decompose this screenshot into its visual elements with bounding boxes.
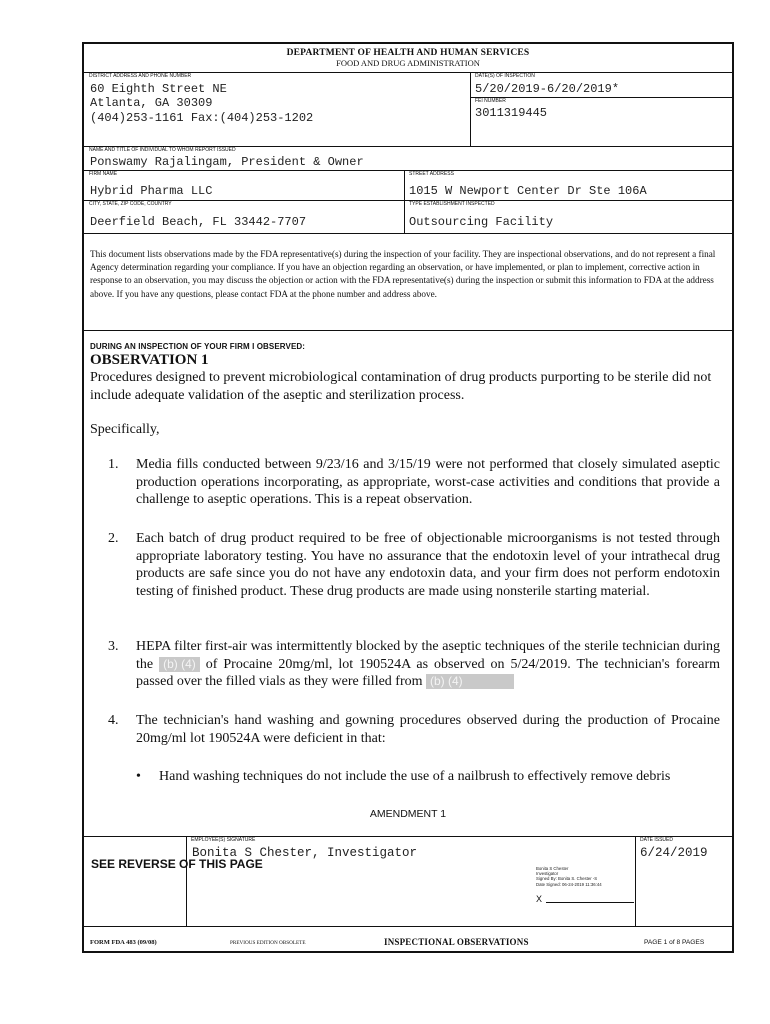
district-line-1: 60 Eighth Street NE: [90, 82, 227, 96]
district-line-3: (404)253-1161 Fax:(404)253-1202: [90, 111, 314, 125]
amendment-label: AMENDMENT 1: [369, 808, 447, 820]
notice-top-border: [84, 233, 732, 234]
signature-line: [546, 902, 634, 903]
notice-paragraph: This document lists observations made by the FDA representative(s) during the inspection of your facility. They are inspectional observations, and do not represent a final Agency determination regarding your compliance. If you have an objection regarding an observation, or have implemented, or plan to implement, corrective action in response to an observation, you may discuss the objection or action with the FDA representative(s) during the inspection or submit this information to FDA at the address above. If you have any questions, please contact FDA at the phone number and address above.: [90, 249, 716, 299]
firm-name-cell: [84, 170, 404, 200]
street-address-value: 1015 W Newport Center Dr Ste 106A: [409, 184, 647, 198]
date-issued-label: DATE ISSUED: [640, 837, 673, 843]
recipient-cell: [84, 146, 732, 170]
employee-signature-label: EMPLOYEE(S) SIGNATURE: [191, 837, 256, 843]
fei-cell: [470, 97, 732, 145]
form-number: FORM FDA 483 (09/08): [90, 939, 157, 946]
establishment-type-value: Outsourcing Facility: [409, 215, 554, 229]
footer-title: INSPECTIONAL OBSERVATIONS: [384, 937, 529, 947]
firm-column-divider: [404, 170, 405, 233]
observations-top-border: [84, 330, 732, 331]
establishment-type-label: TYPE ESTABLISHMENT INSPECTED: [409, 201, 495, 207]
bullet-text: Hand washing techniques do not include the use of a nailbrush to effectively remove debris: [159, 769, 671, 784]
item-number: 4.: [108, 713, 119, 728]
item-number: 3.: [108, 639, 119, 654]
firm-name-label: FIRM NAME: [89, 171, 118, 177]
date-issued-cell: [635, 836, 732, 926]
electronic-signature: [536, 866, 628, 887]
inspection-dates-value: 5/20/2019-6/20/2019*: [475, 82, 620, 96]
footer-top-border: [84, 926, 732, 927]
firm-name-value: Hybrid Pharma LLC: [90, 184, 213, 198]
city-cell: [84, 200, 404, 233]
employee-signature-value: Bonita S Chester, Investigator: [192, 846, 418, 860]
department-title: DEPARTMENT OF HEALTH AND HUMAN SERVICES: [286, 48, 530, 58]
fei-label: FEI NUMBER: [475, 98, 506, 104]
observation-section: [90, 342, 726, 439]
see-reverse-label: SEE REVERSE OF THIS PAGE: [91, 857, 263, 871]
observation-intro: Procedures designed to prevent microbiological contamination of drug products purporting to be sterile did not include adequate validation of the aseptic and sterilization process.: [90, 370, 712, 403]
item-text: Each batch of drug product required to be free of objectionable microorganisms is not tested through appropriate laboratory testing. You have no assurance that the endotoxin level of your intrathecal drug products are safe since you do not have any endotoxin data, and your firm does not perform endotoxin testing of finished product. These drug products are made using nonsterile starting material.: [136, 531, 720, 599]
esig-line: Date Signed: 06-24-2019 11:36:44: [536, 881, 602, 887]
city-label: CITY, STATE, ZIP CODE, COUNTRY: [89, 201, 172, 207]
date-issued-value: 6/24/2019: [640, 846, 708, 860]
item-number: 2.: [108, 531, 119, 546]
item-3-text-part-1: HEPA filter first-air was intermittently blocked by the aseptic techniques of the sterile technician during the: [136, 639, 720, 672]
specifically-label: Specifically,: [90, 422, 160, 437]
bullet-dot: •: [136, 769, 141, 784]
observation-title: OBSERVATION 1: [90, 352, 209, 368]
department-header: [84, 44, 732, 73]
item-number: 1.: [108, 457, 119, 472]
district-address-cell: [84, 72, 470, 146]
observation-item-4: [108, 712, 720, 747]
inspection-dates-cell: [470, 72, 732, 98]
edition-note: PREVIOUS EDITION OBSOLETE: [230, 940, 306, 946]
street-address-cell: [404, 170, 732, 200]
esig-line: Signed By: Bonita S. Chester -S: [536, 876, 598, 882]
page-number: PAGE 1 of 8 PAGES: [644, 939, 705, 946]
bullet-item: [136, 768, 726, 786]
redaction-box: (b) (4): [159, 657, 200, 672]
item-text: Media fills conducted between 9/23/16 and 3/15/19 were not performed that closely simulated aseptic production operations incorporating, as appropriate, worst-case activities and conditions that provide a challenge to aseptic operations. This is a repeat observation.: [136, 457, 720, 507]
signature-x-mark: X: [536, 894, 543, 904]
fei-value: 3011319445: [475, 106, 548, 120]
establishment-type-cell: [404, 200, 732, 233]
district-line-2: Atlanta, GA 30309: [90, 96, 213, 110]
redaction-box: (b) (4): [426, 674, 514, 689]
recipient-label: NAME AND TITLE OF INDIVIDUAL TO WHOM REPORT ISSUED: [89, 147, 236, 153]
esig-line: Bonita S Chester: [536, 866, 569, 871]
observation-item-1: [108, 456, 720, 509]
item-text: The technician's hand washing and gowning procedures observed during the production of Procaine 20mg/ml lot 190524A were deficient in that:: [136, 713, 720, 746]
city-value: Deerfield Beach, FL 33442-7707: [90, 215, 307, 229]
item-3-text-part-2: of Procaine 20mg/ml, lot 190524A as observed on 5/24/2019. The technician's forearm passed over the filled vials as they were filled from: [136, 656, 721, 689]
inspection-dates-label: DATE(S) OF INSPECTION: [475, 73, 535, 79]
street-address-label: STREET ADDRESS: [409, 171, 454, 177]
recipient-value: Ponswamy Rajalingam, President & Owner: [90, 155, 364, 169]
agency-title: FOOD AND DRUG ADMINISTRATION: [336, 58, 480, 68]
esig-line: Investigator: [536, 871, 559, 877]
item-text: [136, 638, 720, 691]
observation-item-2: [108, 530, 720, 600]
district-label: DISTRICT ADDRESS AND PHONE NUMBER: [89, 73, 192, 79]
during-inspection-label: DURING AN INSPECTION OF YOUR FIRM I OBSERVED:: [90, 342, 306, 351]
observation-item-3: [108, 638, 720, 691]
fda-483-form: [82, 42, 734, 953]
